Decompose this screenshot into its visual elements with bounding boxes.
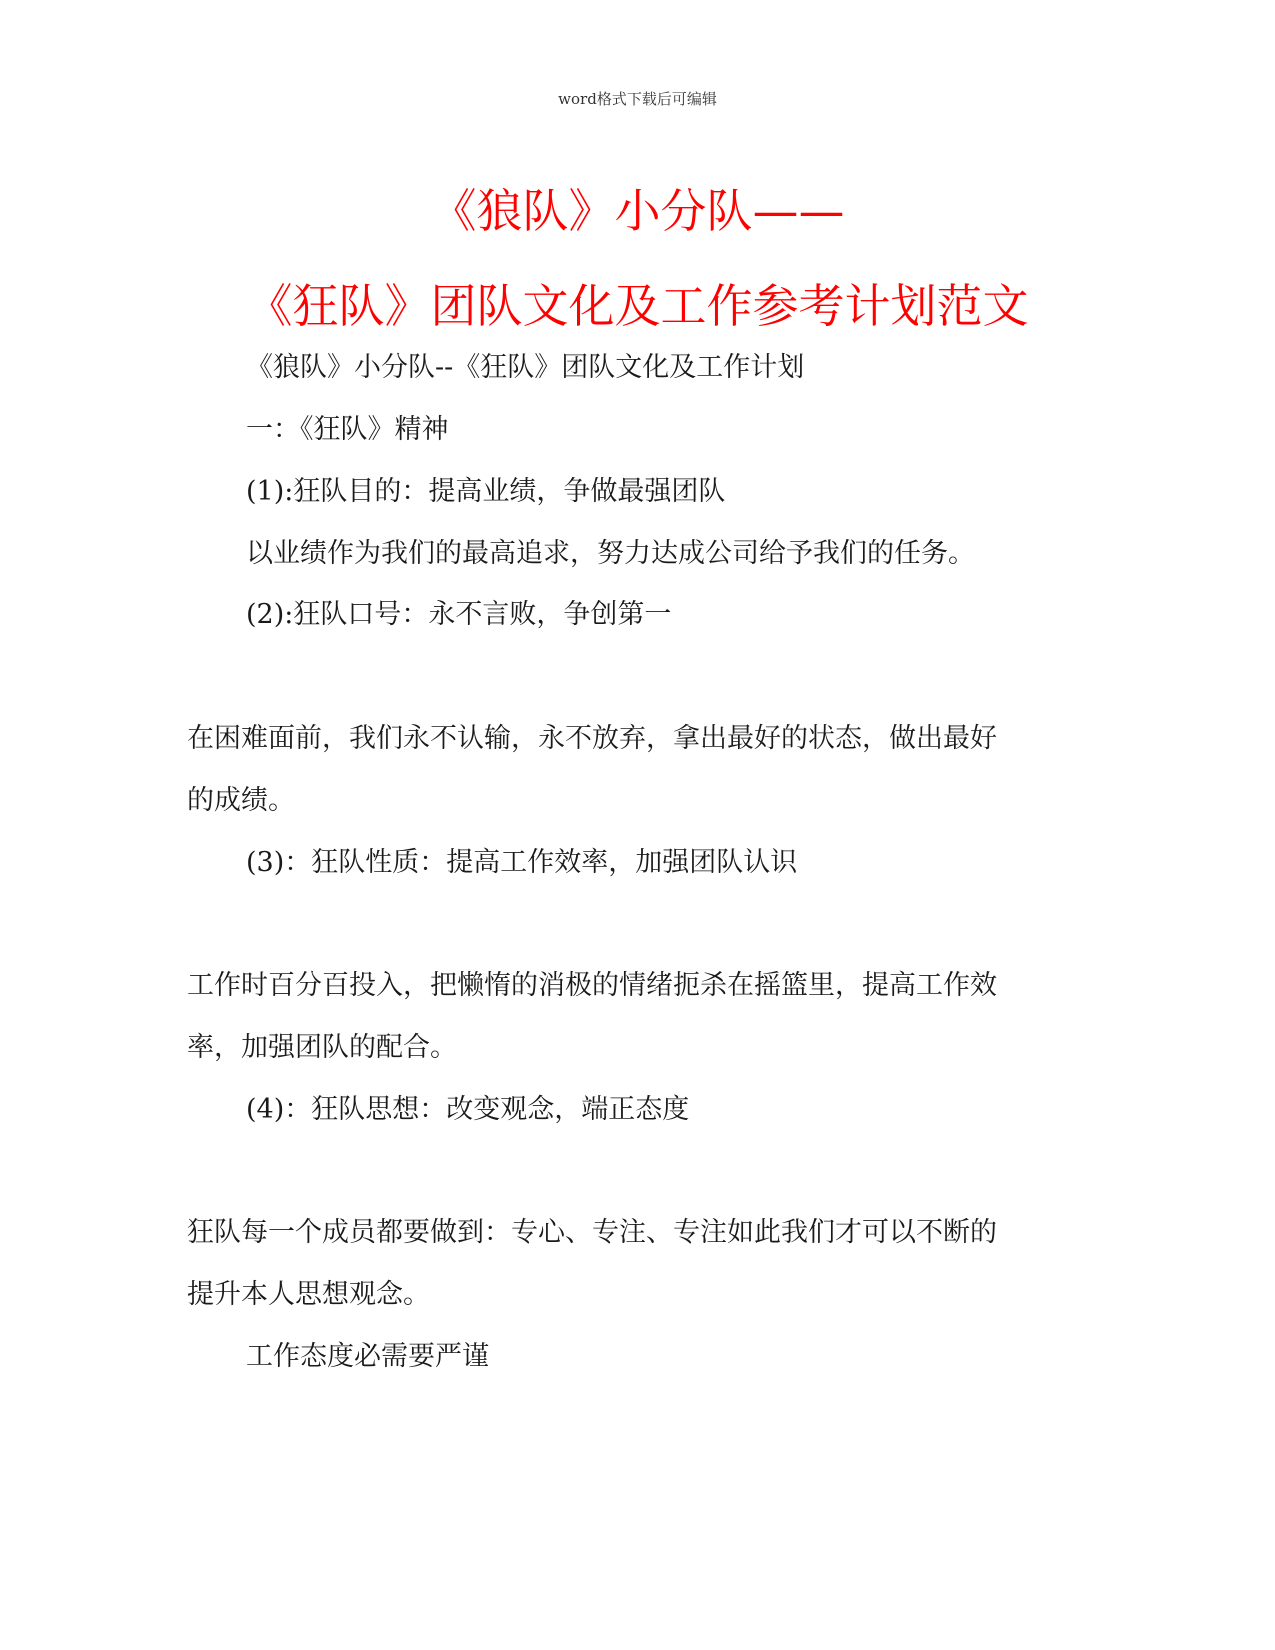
item-4-body-line-1: 狂队每一个成员都要做到：专心、专注、专注如此我们才可以不断的 xyxy=(187,1217,997,1248)
item-3-body-line-1: 工作时百分百投入，把懒惰的消极的情绪扼杀在摇篮里，提高工作效 xyxy=(187,970,997,1001)
document-title-line-1: 《狼队》小分队—— xyxy=(430,184,845,238)
item-3-heading: (3)：狂队性质：提高工作效率，加强团队认识 xyxy=(246,847,798,878)
item-2-body-line-1: 在困难面前，我们永不认输，永不放弃，拿出最好的状态，做出最好 xyxy=(187,723,997,754)
subtitle-paragraph: 《狼队》小分队--《狂队》团队文化及工作计划 xyxy=(246,352,805,383)
item-2-body-line-2: 的成绩。 xyxy=(187,785,295,816)
page-header: word格式下载后可编辑 xyxy=(558,90,717,108)
item-1-heading: (1):狂队目的：提高业绩，争做最强团队 xyxy=(246,476,726,507)
item-4-heading: (4)：狂队思想：改变观念，端正态度 xyxy=(246,1094,690,1125)
item-1-body: 以业绩作为我们的最高追求，努力达成公司给予我们的任务。 xyxy=(246,538,975,569)
section-heading-spirit: 一：《狂队》精神 xyxy=(246,414,449,445)
closing-line: 工作态度必需要严谨 xyxy=(246,1341,489,1372)
item-2-heading: (2):狂队口号：永不言败，争创第一 xyxy=(246,599,672,630)
item-4-body-line-2: 提升本人思想观念。 xyxy=(187,1279,430,1310)
item-3-body-line-2: 率，加强团队的配合。 xyxy=(187,1032,457,1063)
document-title-line-2: 《狂队》团队文化及工作参考计划范文 xyxy=(246,279,1029,333)
